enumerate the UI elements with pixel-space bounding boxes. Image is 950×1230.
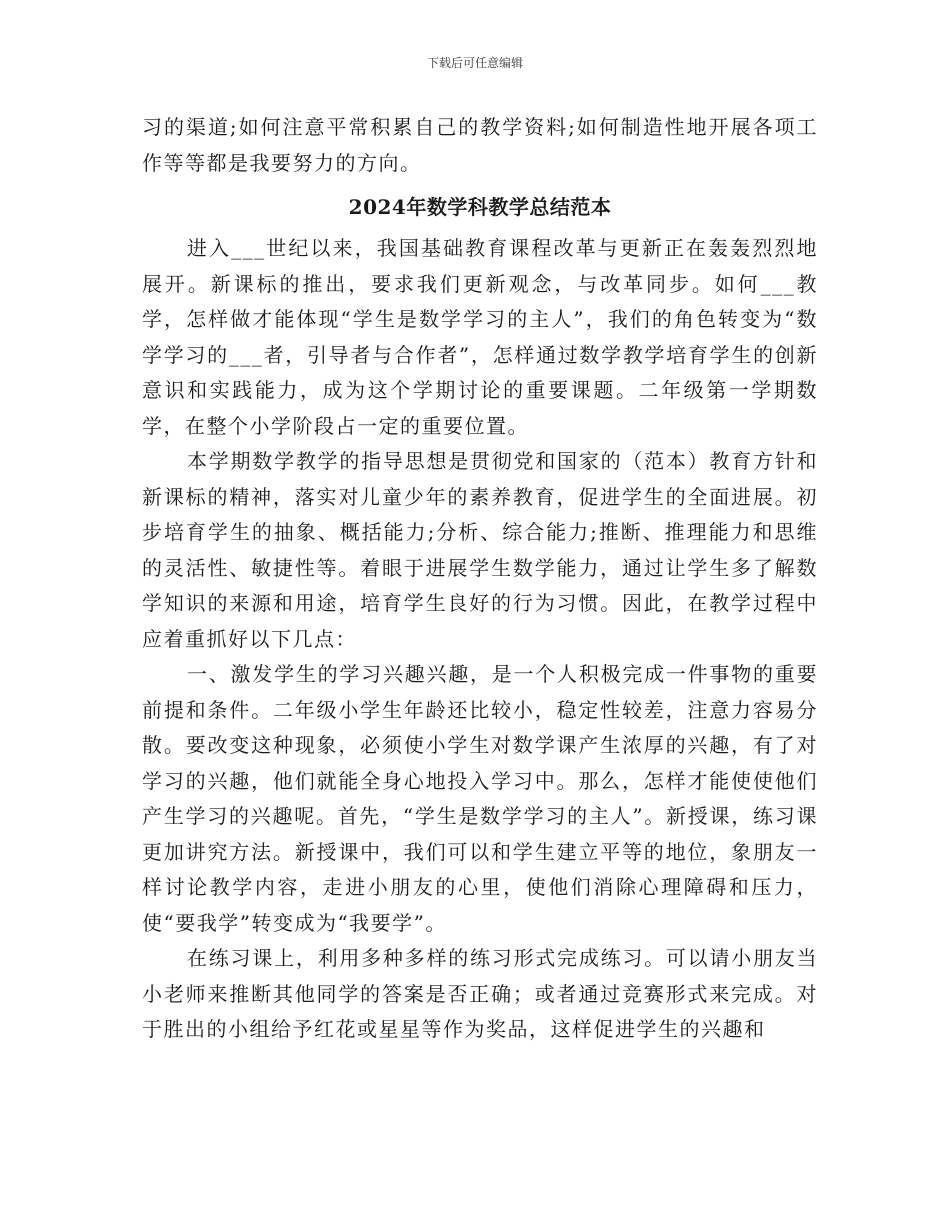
paragraph-3: 一、激发学生的学习兴趣兴趣，是一个人积极完成一件事物的重要前提和条件。二年级小学生年龄还比较小，稳定性较差，注意力容易分散。要改变这种现象，必须使小学生对数学课产生浓厚的兴趣，有了对学习的兴趣，他们就能全身心地投入学习中。那么，怎样才能使使他们产生学习的兴趣呢。首先，“学生是数学学习的主人”。新授课，练习课更加讲究方法。新授课中，我们可以和学生建立平等的地位，象朋友一样讨论教学内容，走进小朋友的心里，使他们消除心理障碍和压力，使“要我学”转变成为“我要学”。 — [142, 662, 818, 935]
paragraph-2: 本学期数学教学的指导思想是贯彻党和国家的（范本）教育方针和新课标的精神，落实对儿童少年的素养教育，促进学生的全面进展。初步培育学生的抽象、概括能力;分析、综合能力;推断、推理能力和思维的灵活性、敏捷性等。着眼于进展学生数学能力，通过让学生多了解数学知识的来源和用途，培育学生良好的行为习惯。因此，在教学过程中应着重抓好以下几点： — [142, 449, 818, 651]
page-header-note: 下载后可任意编辑 — [426, 56, 523, 70]
document-body — [142, 110, 818, 1048]
paragraph-1: 进入___世纪以来，我国基础教育课程改革与更新正在轰轰烈烈地展开。新课标的推出，要求我们更新观念，与改革同步。如何___教学，怎样做才能体现“学生是数学学习的主人”，我们的角色转变为“数学学习的___者，引导者与合作者”，怎样通过数学教学培育学生的创新意识和实践能力，成为这个学期讨论的重要课题。二年级第一学期数学，在整个小学阶段占一定的重要位置。 — [142, 236, 818, 438]
paragraph-4: 在练习课上，利用多种多样的练习形式完成练习。可以请小朋友当小老师来推断其他同学的答案是否正确；或者通过竞赛形式来完成。对于胜出的小组给予红花或星星等作为奖品，这样促进学生的兴趣和 — [142, 946, 818, 1041]
document-title: 2024年数学科教学总结范本 — [348, 195, 612, 219]
intro-paragraph: 习的渠道;如何注意平常积累自己的教学资料;如何制造性地开展各项工作等等都是我要努力的方向。 — [142, 115, 818, 175]
